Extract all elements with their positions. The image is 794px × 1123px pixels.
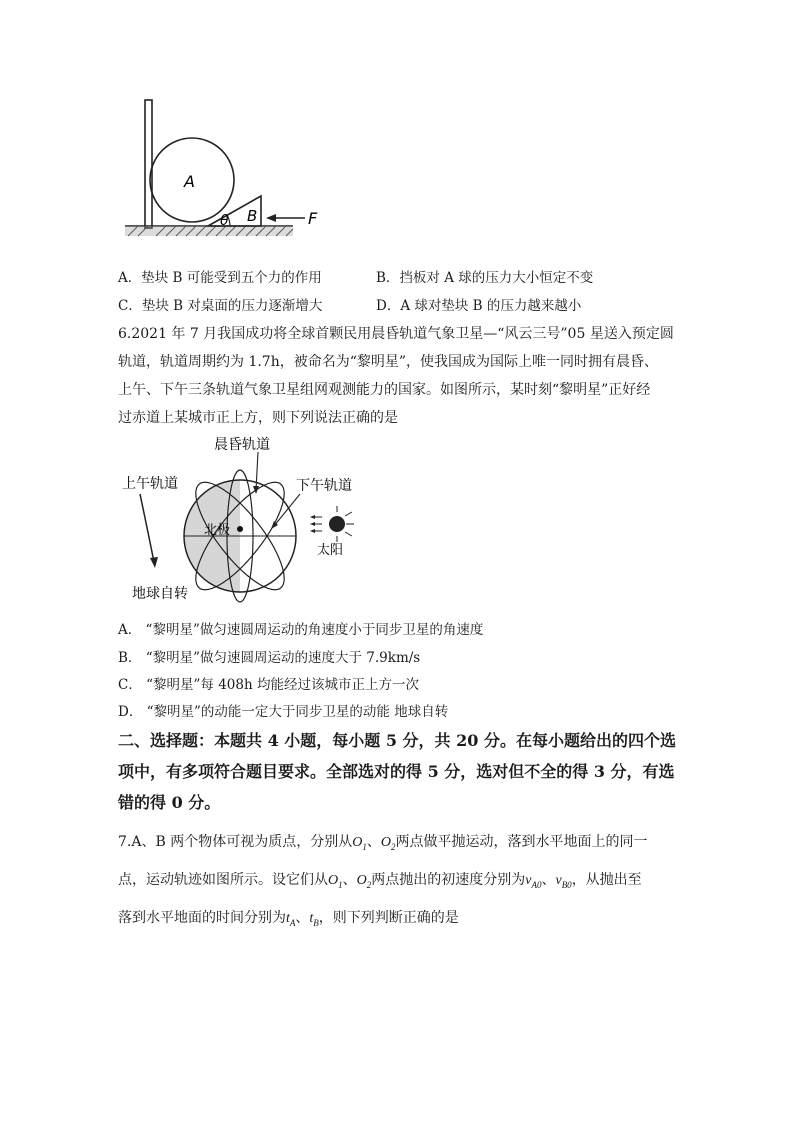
label-F: F (308, 209, 318, 228)
label-theta: θ (220, 213, 229, 229)
figure-earth-orbits (118, 432, 368, 610)
section2-line-3: 错的得 0 分。 (118, 793, 221, 812)
symbol-tB: $t_B$ (309, 911, 319, 928)
figure-ball-block (120, 98, 330, 248)
sun-icon (329, 516, 345, 532)
q5-option-B: B．挡板对 A 球的压力大小恒定不变 (376, 270, 594, 286)
q7-line-3: 落到水平地面的时间分别为$t_A$、$t_B$，则下列判断正确的是 (118, 910, 459, 928)
section2-line-1: 二、选择题：本题共 4 小题，每小题 5 分，共 20 分。在每小题给出的四个选 (118, 731, 676, 750)
q6-option-C: C． “黎明星”每 408h 均能经过该城市正上方一次 (118, 677, 419, 693)
q6-line-4: 过赤道上某城市正上方，则下列说法正确的是 (118, 410, 398, 426)
q7-line-1: 7.A、B 两个物体可视为质点，分别从$O_1$、$O_2$两点做平抛运动，落到水平地面上的同一 (118, 834, 648, 852)
q5-option-D: D．A 球对垫块 B 的压力越来越小 (376, 298, 582, 314)
vertical-wall (145, 100, 152, 228)
q7-line-2: 点，运动轨迹如图所示。设它们从$O_1$、$O_2$两点抛出的初速度分别为$v_{A0}$、$v_{B0}$，从抛出至 (118, 872, 642, 890)
q6-option-D: D． “黎明星”的动能一定大于同步卫星的动能 地球自转 (118, 704, 449, 720)
symbol-vA0: $v_{A0}$ (525, 873, 542, 890)
label-A: A (184, 172, 195, 191)
label-morning-orbit: 上午轨道 (122, 476, 178, 492)
q5-option-A: A．垫块 B 可能受到五个力的作用 (118, 270, 322, 286)
rotation-arrow (140, 494, 154, 562)
label-earth-rotation: 地球自转 (132, 586, 188, 602)
symbol-O1: $O_1$ (328, 873, 343, 890)
q6-option-A: A． “黎明星”做匀速圆周运动的角速度小于同步卫星的角速度 (118, 622, 484, 638)
q6-line-3: 上午、下午三条轨道气象卫星组网观测能力的国家。如图所示，某时刻“黎明星”正好经 (118, 382, 651, 398)
dawn-orbit-pointer (253, 486, 259, 494)
label-afternoon-orbit: 下午轨道 (296, 478, 352, 494)
section2-line-2: 项中，有多项符合题目要求。全部选对的得 5 分，选对但不全的得 3 分，有选 (118, 762, 675, 781)
label-sun: 太阳 (317, 543, 344, 558)
label-B: B (247, 207, 258, 225)
symbol-tA: $t_A$ (286, 911, 296, 928)
q6-line-2: 轨道，轨道周期约为 1.7h，被命名为“黎明星”，使我国成为国际上唯一同时拥有晨昏、 (118, 354, 659, 370)
label-dawn-orbit: 晨昏轨道 (214, 437, 270, 453)
symbol-O1: $O_1$ (352, 835, 367, 852)
q5-option-C: C．垫块 B 对桌面的压力逐渐增大 (118, 298, 323, 314)
symbol-O2: $O_2$ (380, 835, 396, 852)
symbol-vB0: $v_{B0}$ (555, 873, 572, 890)
q6-line-1: 6.2021 年 7 月我国成功将全球首颗民用晨昏轨道气象卫星—“风云三号”05 星送入预定圆 (118, 326, 674, 342)
symbol-O2: $O_2$ (356, 873, 372, 890)
q6-option-B: B． “黎明星”做匀速圆周运动的速度大于 7.9km/s (118, 650, 421, 666)
north-pole-dot (237, 526, 243, 532)
label-north-pole: 北极 (204, 523, 231, 538)
